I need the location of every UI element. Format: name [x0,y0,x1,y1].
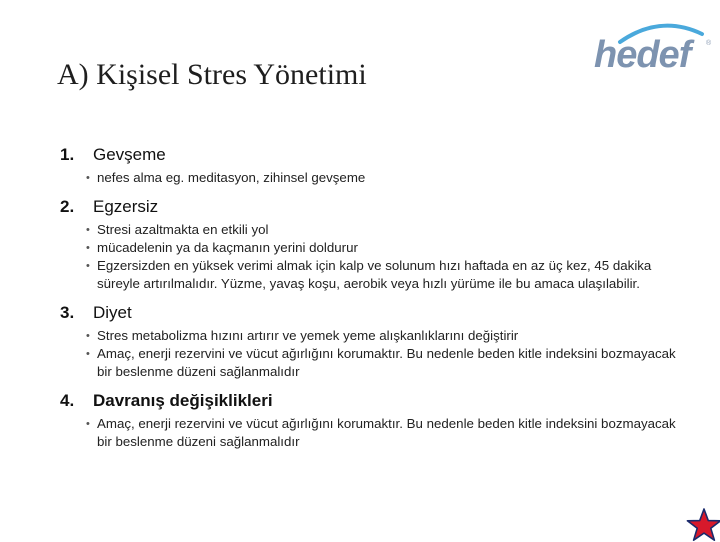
section-gevseme [60,145,680,187]
star-icon [686,508,720,542]
bullet-list [60,327,680,381]
logo-registered-mark: ® [706,40,712,47]
section-egzersiz [60,197,680,293]
section-diyet [60,303,680,381]
list-item: • nefes alma eg. meditasyon, zihinsel gevşeme [86,169,680,187]
section-label: Diyet [93,303,132,322]
bullet-list [60,415,680,451]
section-label: Gevşeme [93,145,166,164]
section-label: Egzersiz [93,197,159,216]
list-item: • Stresi azaltmakta en etkili yol [86,221,680,239]
section-number: 4. [60,391,75,410]
list-item: • mücadelenin ya da kaçmanın yerini doldurur [86,239,680,257]
section-number: 2. [60,197,75,216]
section-heading [60,391,680,411]
section-label: Davranış değişiklikleri [93,391,273,410]
section-heading [60,303,680,323]
list-item: • Stres metabolizma hızını artırır ve yemek yeme alışkanlıklarını değiştirir [86,327,680,345]
bullet-list [60,221,680,293]
section-number: 3. [60,303,75,322]
hedef-logo [590,12,720,82]
list-item: • Egzersizden en yüksek verimi almak için kalp ve solunum hızı haftada en az üç kez, 45 dakika süreyle artırılmalıdır. Yüzme, yavaş koşu, aerobik veya hızlı yürüme ile bu amaca ulaşılabilir. [86,257,680,293]
section-heading [60,197,680,217]
slide-title: A) Kişisel Stres Yönetimi [57,58,367,91]
section-davranis [60,391,680,451]
list-item: • Amaç, enerji rezervini ve vücut ağırlığını korumaktır. Bu nedenle beden kitle indeksini bozmayacak bir beslenme düzeni sağlanmalıdır [86,345,680,381]
slide-content [60,145,680,451]
logo-text: hedef [594,34,691,76]
section-heading [60,145,680,165]
section-number: 1. [60,145,75,164]
bullet-list [60,169,680,187]
list-item: • Amaç, enerji rezervini ve vücut ağırlığını korumaktır. Bu nedenle beden kitle indeksini bozmayacak bir beslenme düzeni sağlanmalıdır [86,415,680,451]
